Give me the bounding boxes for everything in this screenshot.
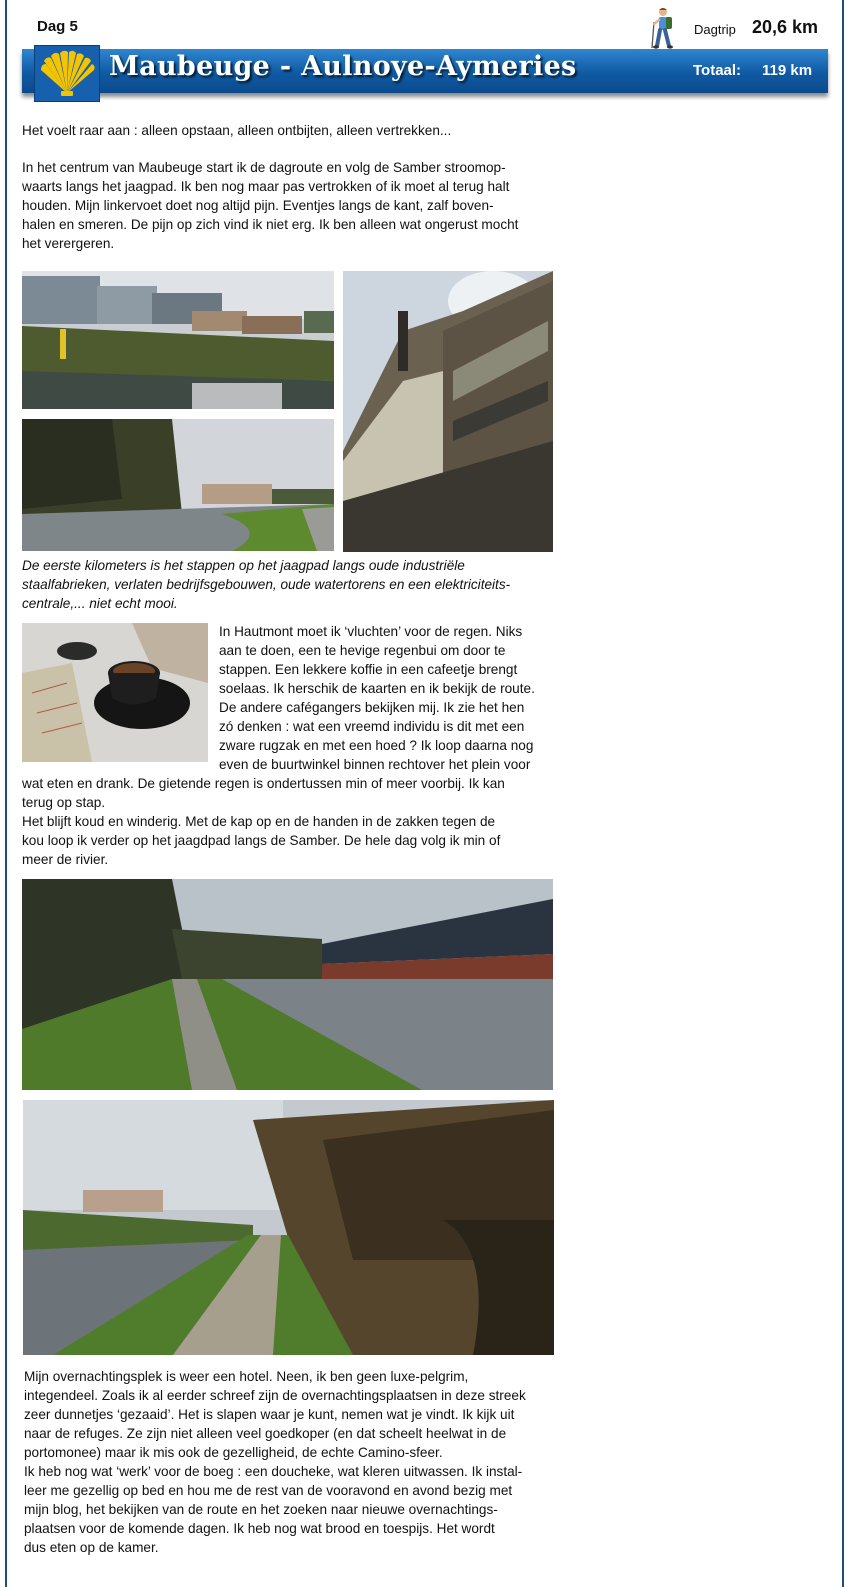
page-title: Maubeuge - Aulnoye-Aymeries xyxy=(109,51,577,82)
paragraph-hautmont-wrap: In Hautmont moet ik ‘vluchten’ voor de regen. Niks aan te doen, een te hevige regenbui om door te stappen. Een lekkere koffie in een cafeetje brengt soelaas. Ik herschik de kaarten en ik bekijk de route. De andere cafégangers bekijken mij. Ik zie het hen zó denken : wat een vreemd individu is dit met een zware rugzak en met een hoed ? Ik loop daarna nog even de buurtwinkel binnen rechtover het plein voor xyxy=(219,624,535,772)
scallop-shell-icon xyxy=(34,45,100,102)
page-border-left xyxy=(5,0,7,1587)
paragraph-start: In het centrum van Maubeuge start ik de dagroute en volg de Samber stroomop- waarts langs het jaagpad. Ik ben nog maar pas vertrokken of ik moet al terug halt houden. Mijn linkervoet doet nog altijd pijn. Eventjes langs de kant, zalf boven- halen en smeren. De pijn op zich vind ik niet erg. Ik ben alleen wat ongerust mocht het verergeren. xyxy=(22,160,519,251)
photo-power-plant xyxy=(343,271,553,552)
intro-paragraph: Het voelt raar aan : alleen opstaan, alleen ontbijten, alleen vertrekken... xyxy=(22,123,452,138)
trip-label: Dagtrip xyxy=(694,22,736,37)
photo-towpath-factory xyxy=(22,879,553,1090)
paragraph-hotel: Mijn overnachtingsplek is weer een hotel. Neen, ik ben geen luxe-pelgrim, integendeel. Zoals ik al eerder schreef zijn de overnachtingsplaatsen in deze streek zeer dunnetjes ‘gezaaid’. Het is slapen waar je kunt, nemen wat je vindt. Ik kijk uit naar de refuges. Ze zijn niet alleen veel goedkoper (en dat scheelt heelwat in de portomonee) maar ik mis ook de gezelligheid, de echte Camino-sfeer. Ik heb nog wat ‘werk’ voor de boeg : een doucheke, wat kleren uitwassen. Ik instal- leer me gezellig op bed en hou me de rest van de vooravond en avond bezig met mijn blog, het bekijken van de route en het zoeken naar nieuwe overnachtings- plaatsen voor de komende dagen. Ik heb nog wat brood en toespijs. Het wordt dus eten op de kamer. xyxy=(24,1369,526,1555)
photo-coffee-map xyxy=(22,623,208,762)
photo-caption: De eerste kilometers is het stappen op het jaagpad langs oude industriële staalfabrieken, verlaten bedrijfsgebouwen, oude watertorens en een elektriciteits- centrale,... niet echt mooi. xyxy=(22,558,511,611)
photo-industrial-canal xyxy=(22,271,334,409)
page-border-right xyxy=(842,0,844,1587)
trip-distance: 20,6 km xyxy=(752,17,819,37)
photo-canal-trees xyxy=(22,419,334,551)
day-label: Dag 5 xyxy=(37,18,78,35)
paragraph-hautmont-full: wat eten en drank. De gietende regen is ondertussen min of meer voorbij. Ik kan terug op stap. Het blijft koud en winderig. Met de kap op en de handen in de zakken tegen de kou loop ik verder op het jaagdpad langs de Samber. De hele dag volg ik min of meer de rivier. xyxy=(22,776,505,867)
photo-path-willow xyxy=(23,1100,554,1355)
total-label: Totaal: xyxy=(693,62,742,79)
hiker-icon xyxy=(648,6,678,50)
total-distance: 119 km xyxy=(762,62,813,79)
